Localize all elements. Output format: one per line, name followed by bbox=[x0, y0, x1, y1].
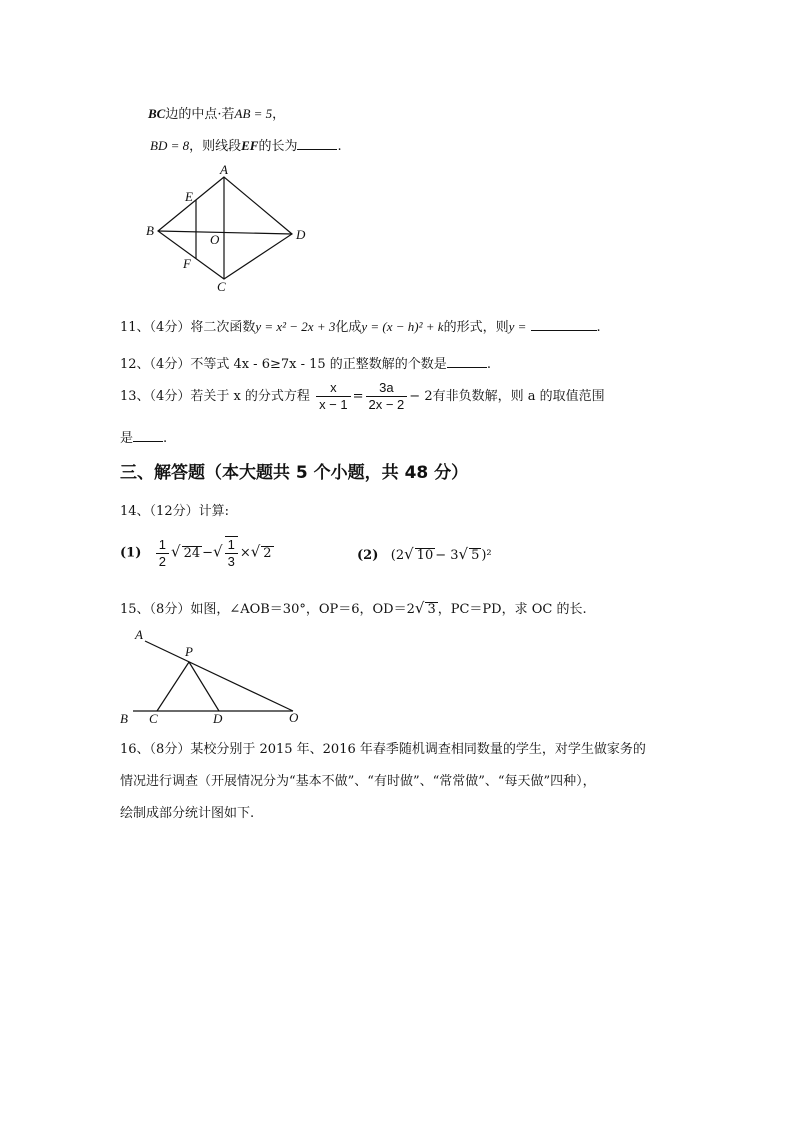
radical-icon: √ bbox=[458, 545, 469, 563]
label-A: A bbox=[220, 162, 228, 177]
fraction-x-over-x-1: $\frac{x}{x - 1}$ bbox=[316, 380, 351, 413]
label-D: D bbox=[296, 227, 306, 242]
answer-blank bbox=[447, 355, 487, 368]
q15: 15、（8分）如图，∠AOB＝30°，OP＝6，OD＝2√ 3 ，PC＝PD，求 OC 的长. bbox=[120, 599, 587, 617]
q16-line3: 绘制成部分统计图如下. bbox=[120, 806, 255, 821]
label-F: F bbox=[183, 256, 191, 271]
answer-blank bbox=[297, 137, 337, 150]
label-E: E bbox=[185, 189, 193, 204]
label-D: D bbox=[213, 711, 223, 726]
label-A: A bbox=[135, 627, 143, 642]
q10-line2: BD = 8，则线段EF的长为 . bbox=[150, 138, 342, 154]
radical-icon: √ bbox=[414, 599, 425, 617]
angle-figure bbox=[115, 625, 315, 730]
radical-icon: √ bbox=[250, 542, 261, 561]
q12: 12、（4分）不等式 4x - 6≥7x - 15 的正整数解的个数是 . bbox=[120, 357, 491, 372]
q16-line2: 情况进行调查（开展情况分为“基本不做”、“有时做”、“常常做”、“每天做”四种）， bbox=[120, 774, 596, 789]
q14-part2: (2) (2√ 10 − 3√ 5 )² bbox=[357, 545, 492, 563]
radical-icon: √ bbox=[213, 542, 223, 561]
q16-line1: 16、（8分）某校分别于 2015 年、2016 年春季随机调查相同数量的学生，对学生做家务的 bbox=[120, 742, 646, 757]
fraction-3a-over-2x-2: $\frac{3a}{2x - 2}$ bbox=[366, 380, 408, 413]
q14: 14、（12分）计算: bbox=[120, 504, 229, 519]
q13-line2: 是 . bbox=[120, 431, 168, 446]
label-O: O bbox=[210, 232, 220, 247]
q10-line1: BC边的中点·若AB = 5， bbox=[148, 106, 286, 122]
q10-bc: BC bbox=[148, 106, 166, 121]
answer-blank bbox=[531, 318, 597, 331]
label-P: P bbox=[185, 644, 193, 659]
answer-blank bbox=[133, 429, 163, 442]
label-B: B bbox=[120, 711, 128, 726]
q13: 13、（4分）若关于 x 的分式方程 $\frac{x}{x - 1}$ = $\frac{3a}{2x - 2}$ − 2有非负数解，则 a 的取值范围 bbox=[120, 380, 605, 412]
radical-icon: √ bbox=[171, 542, 181, 561]
q11: 11、（4分）将二次函数y = x² − 2x + 3化成y = (x − h)² + k的形式，则y = . bbox=[120, 319, 601, 335]
label-C: C bbox=[149, 711, 158, 726]
label-B: B bbox=[146, 223, 154, 238]
rhombus-figure bbox=[140, 160, 320, 295]
section-heading: 三、解答题（本大题共 5 个小题，共 48 分） bbox=[120, 463, 469, 483]
q14-part1: (1) $\frac{1}{2}$ √ 24 −√ $\frac{1}{3}$ ×√ 2 bbox=[120, 536, 272, 569]
label-O: O bbox=[289, 710, 299, 725]
label-C: C bbox=[217, 279, 226, 294]
radical-icon: √ bbox=[404, 545, 414, 563]
